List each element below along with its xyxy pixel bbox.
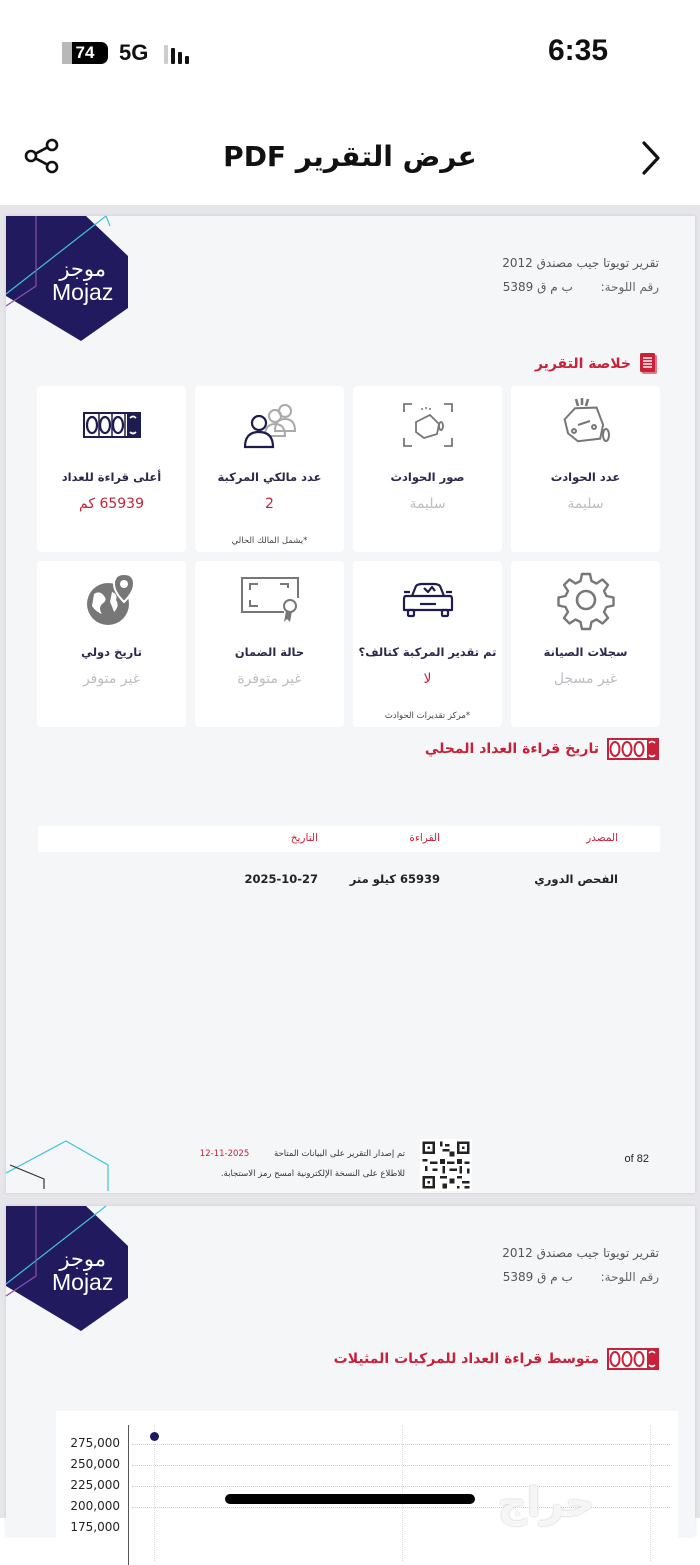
avg-odometer-title-text: متوسط قراءة العداد للمركبات المثيلات (333, 1351, 599, 1367)
battery-level: 74 (75, 43, 95, 62)
odometer-icon (83, 412, 141, 438)
battery-indicator (62, 42, 108, 64)
pdf-page-2 (6, 216, 695, 1193)
vertical-gridline (402, 1425, 403, 1561)
y-tick-label: 175,000 (70, 1520, 120, 1534)
y-axis (128, 1425, 129, 1565)
logo-text (52, 1248, 113, 1294)
card-maintenance-records (511, 561, 660, 727)
page-current: 2 (642, 1153, 649, 1165)
page-total: of 8 (624, 1153, 643, 1165)
vertical-gridline (154, 1425, 155, 1561)
network-type: 5G (119, 40, 149, 65)
card-label: صور الحوادث (390, 470, 465, 484)
card-label: حالة الضمان (234, 645, 305, 659)
card-warranty-status (195, 561, 344, 727)
report-title: تقرير تويوتا جيب مصندق 2012 (502, 1246, 659, 1260)
odometer-history-title (425, 738, 659, 760)
report-title: تقرير تويوتا جيب مصندق 2012 (502, 256, 659, 270)
card-accident-photos (353, 386, 502, 552)
card-total-loss (353, 561, 502, 727)
card-value: غير متوفرة (237, 671, 302, 687)
card-label: عدد الحوادث (550, 470, 621, 484)
plate-value: ب م ق 5389 (502, 280, 573, 294)
card-label: تاريخ دولي (81, 645, 142, 659)
column-header-date: التاريخ (290, 832, 318, 844)
odometer-icon (607, 738, 659, 760)
report-meta (502, 256, 659, 304)
column-header-reading: القراءة (409, 832, 440, 844)
certificate-icon (240, 576, 300, 624)
page-indicator (625, 1153, 659, 1165)
owners-icon (239, 401, 301, 449)
y-tick-label: 225,000 (70, 1478, 120, 1492)
y-tick-label: 275,000 (70, 1436, 120, 1450)
plate-row (502, 280, 659, 294)
chevron-right-icon (636, 138, 664, 178)
car-crash-icon (556, 397, 616, 453)
page-title: عرض التقرير PDF (223, 140, 477, 173)
globe-pin-icon (84, 572, 140, 628)
card-value: 65939 كم (79, 496, 144, 512)
logo-english: Mojaz (52, 279, 114, 306)
data-point[interactable] (150, 1432, 159, 1441)
app-header (0, 100, 700, 206)
card-label: سجلات الصيانة (543, 645, 628, 659)
summary-section-title (535, 352, 659, 376)
cell-reading: 65939 كيلو متر (349, 872, 440, 886)
logo-english: Mojaz (52, 1269, 114, 1296)
card-international-history (37, 561, 186, 727)
card-note: *يشمل المالك الحالي (231, 536, 308, 546)
plate-value: ب م ق 5389 (502, 1270, 573, 1284)
y-tick-label: 200,000 (70, 1499, 120, 1513)
card-label: عدد مالكي المركبة (217, 470, 322, 484)
logo-text (52, 258, 113, 304)
page-footer (6, 1131, 695, 1191)
issued-date: 2025-11-12 (199, 1149, 250, 1159)
card-value: سليمة (567, 496, 604, 512)
hexagon-decoration-icon (6, 1131, 116, 1191)
home-indicator[interactable] (225, 1494, 475, 1504)
card-value: غير متوفر (82, 671, 141, 687)
clock: 6:35 (547, 34, 608, 67)
card-value: 2 (265, 496, 274, 512)
document-icon (639, 352, 659, 376)
card-owners-count (195, 386, 344, 552)
horizontal-gridline (132, 1465, 670, 1466)
issued-text: تم إصدار التقرير على البيانات المتاحة (273, 1149, 405, 1159)
card-label: أعلى قراءة للعداد (61, 470, 162, 484)
horizontal-gridline (132, 1444, 670, 1445)
card-label: تم تقدير المركبة كتالف؟ (358, 645, 497, 659)
summary-cards (38, 386, 660, 727)
status-bar (0, 0, 700, 100)
column-header-source: المصدر (586, 832, 618, 844)
avg-odometer-title (334, 1348, 659, 1370)
report-meta (502, 1246, 659, 1294)
odometer-history-title-text: تاريخ قراءة العداد المحلي (424, 741, 599, 757)
table-row (38, 866, 660, 892)
card-note: *مركز تقديرات الحوادث (384, 711, 471, 721)
vertical-gridline (650, 1425, 651, 1561)
plate-label: رقم اللوحة: (600, 1270, 659, 1284)
pdf-viewer[interactable] (0, 206, 700, 1534)
plate-label: رقم اللوحة: (600, 280, 659, 294)
footer-text (200, 1149, 405, 1179)
logo-arabic: موجز (59, 257, 107, 281)
cell-source: الفحص الدوري (534, 872, 618, 886)
logo-arabic: موجز (59, 1247, 107, 1271)
qr-code-icon[interactable] (420, 1139, 472, 1191)
plate-row (502, 1270, 659, 1284)
scan-instructions: للاطلاع على النسخة الإلكترونية امسح رمز الاستجابة. (220, 1169, 405, 1179)
watermark: حراج (498, 1480, 595, 1526)
card-value: لا (423, 671, 432, 687)
signal-strength-icon (164, 44, 189, 64)
odometer-icon (607, 1348, 659, 1370)
gear-icon (557, 571, 615, 629)
back-button[interactable] (636, 138, 664, 178)
odometer-table-header (38, 826, 660, 852)
card-max-odometer (37, 386, 186, 552)
damaged-car-icon (402, 582, 454, 618)
cell-date: 2025-10-27 (244, 872, 318, 886)
card-value: سليمة (409, 496, 446, 512)
card-accidents-count (511, 386, 660, 552)
card-value: غير مسجل (553, 671, 618, 687)
y-tick-label: 250,000 (70, 1457, 120, 1471)
car-photo-icon (402, 402, 454, 448)
summary-title-text: خلاصة التقرير (534, 356, 631, 372)
